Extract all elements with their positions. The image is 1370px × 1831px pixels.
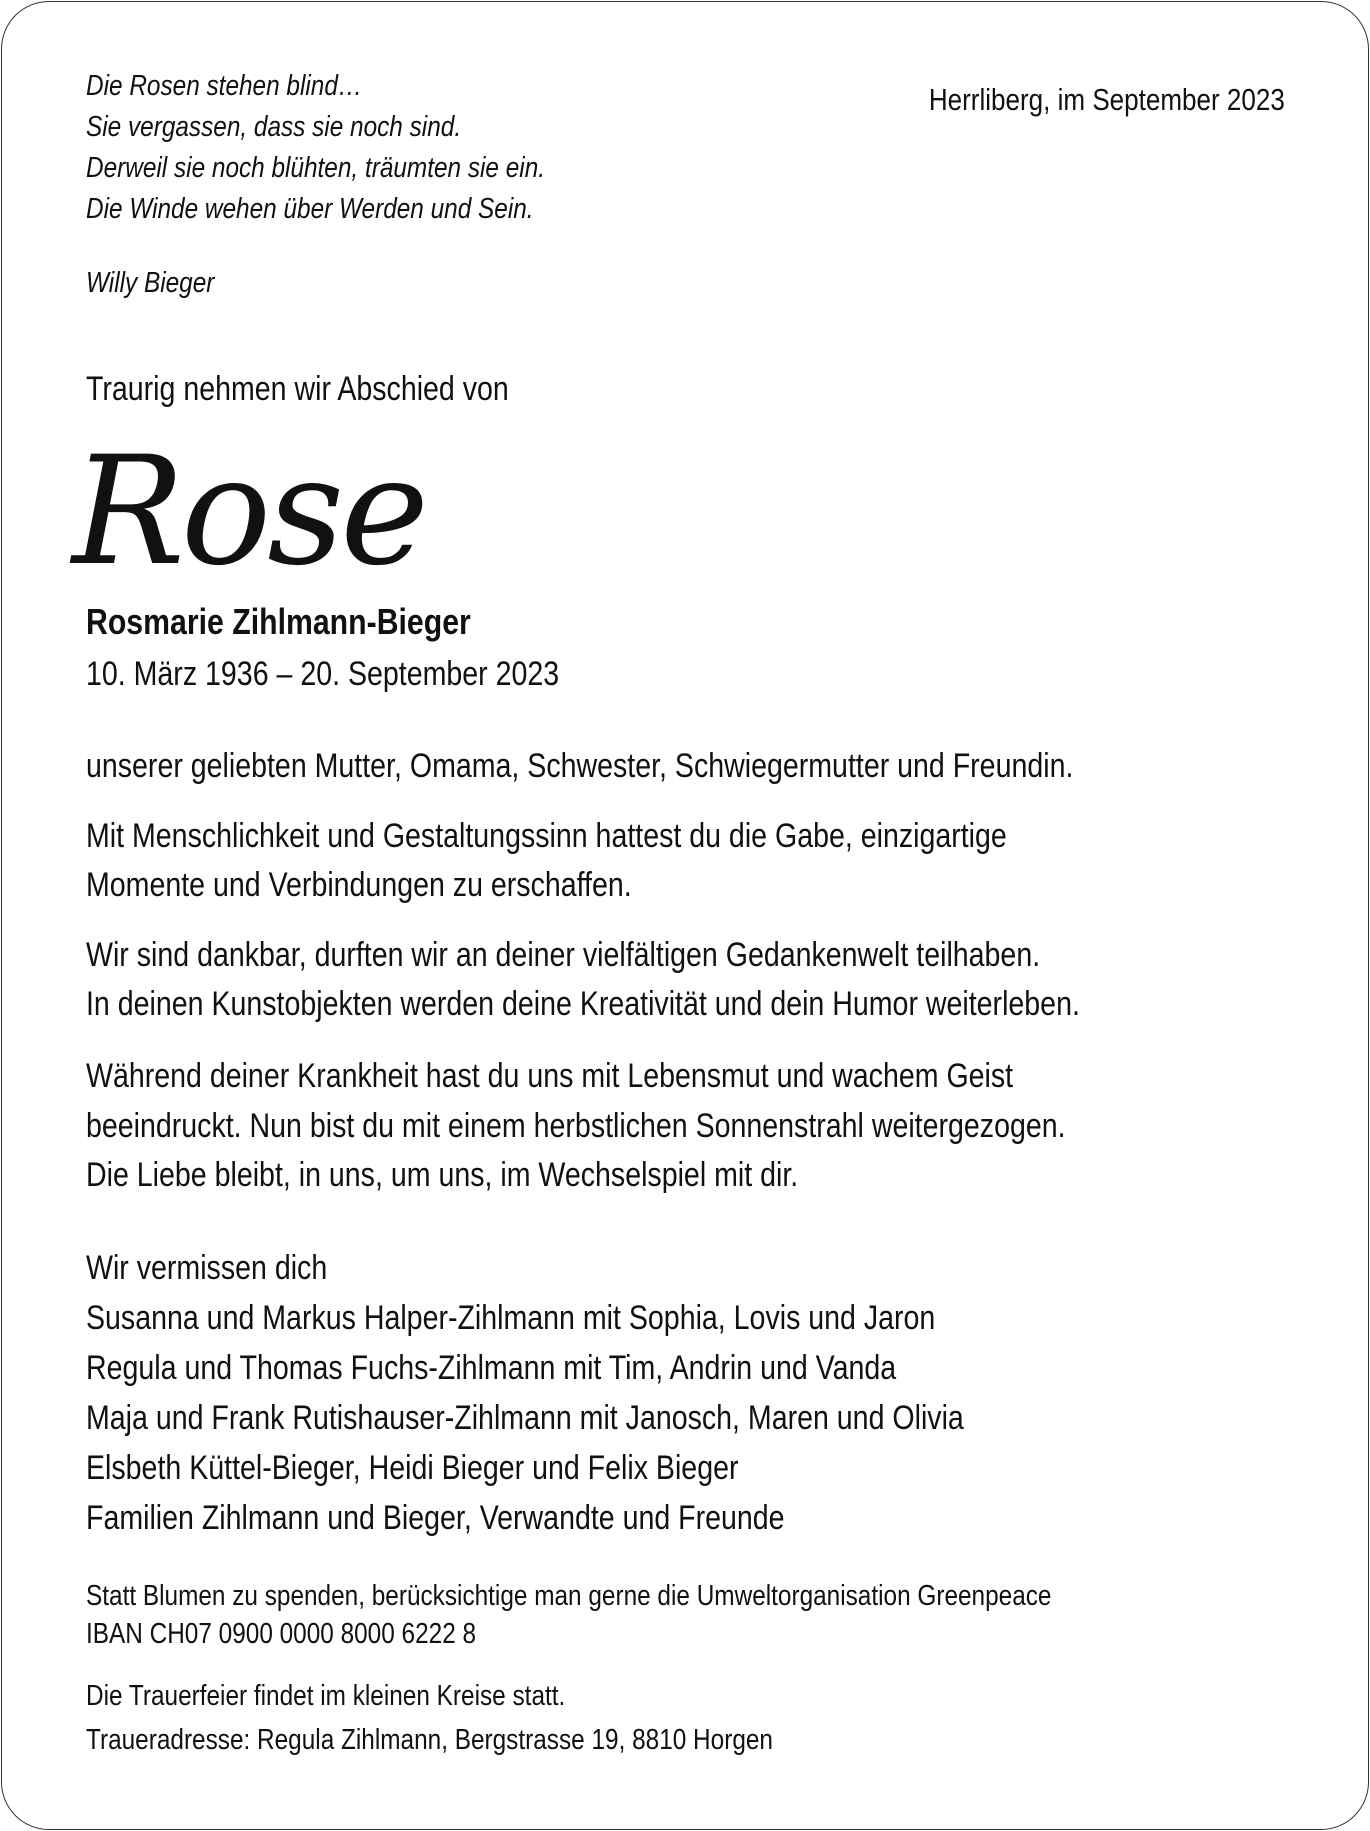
paragraph-line: Mit Menschlichkeit und Gestaltungssinn hattest du die Gabe, einzigartige xyxy=(86,817,1007,855)
paragraph-line: Wir sind dankbar, durften wir an deiner vielfältigen Gedankenwelt teilhaben. xyxy=(86,936,1041,974)
ceremony-address: Traueradresse: Regula Zihlmann, Bergstrasse 19, 8810 Horgen xyxy=(86,1724,773,1756)
paragraph-line: unserer geliebten Mutter, Omama, Schwester, Schwiegermutter und Freundin. xyxy=(86,747,1074,785)
nickname-script: Rose xyxy=(72,425,425,599)
poem-line: Derweil sie noch blühten, träumten sie ein. xyxy=(86,152,546,184)
deceased-name: Rosmarie Zihlmann-Bieger xyxy=(86,601,471,642)
life-dates: 10. März 1936 – 20. September 2023 xyxy=(86,655,560,693)
mourner-line: Elsbeth Küttel-Bieger, Heidi Bieger und Felix Bieger xyxy=(86,1449,739,1487)
mourner-line: Maja und Frank Rutishauser-Zihlmann mit Janosch, Maren und Olivia xyxy=(86,1399,964,1437)
ceremony-text: Die Trauerfeier findet im kleinen Kreise statt. xyxy=(86,1680,566,1712)
paragraph-line: Während deiner Krankheit hast du uns mit Lebensmut und wachem Geist xyxy=(86,1057,1014,1095)
mourner-line: Susanna und Markus Halper-Zihlmann mit Sophia, Lovis und Jaron xyxy=(86,1299,936,1337)
paragraph-line: In deinen Kunstobjekten werden deine Kreativität und dein Humor weiterleben. xyxy=(86,985,1080,1023)
intro-text: Traurig nehmen wir Abschied von xyxy=(86,370,509,408)
place-date: Herrliberg, im September 2023 xyxy=(928,82,1285,117)
poem-line: Die Winde wehen über Werden und Sein. xyxy=(86,193,534,225)
donation-text: Statt Blumen zu spenden, berücksichtige man gerne die Umweltorganisation Greenpeace xyxy=(86,1580,1052,1612)
obituary-card xyxy=(1,1,1369,1830)
paragraph-line: beeindruckt. Nun bist du mit einem herbstlichen Sonnenstrahl weitergezogen. xyxy=(86,1107,1066,1145)
poem-line: Sie vergassen, dass sie noch sind. xyxy=(86,111,462,143)
poem-line: Die Rosen stehen blind… xyxy=(86,70,363,102)
paragraph-line: Momente und Verbindungen zu erschaffen. xyxy=(86,866,632,904)
mourner-line: Regula und Thomas Fuchs-Zihlmann mit Tim, Andrin und Vanda xyxy=(86,1349,897,1387)
donation-iban: IBAN CH07 0900 0000 8000 6222 8 xyxy=(86,1618,477,1650)
paragraph-line: Die Liebe bleibt, in uns, um uns, im Wechselspiel mit dir. xyxy=(86,1156,799,1194)
mourner-line: Familien Zihlmann und Bieger, Verwandte und Freunde xyxy=(86,1499,785,1537)
poem-author: Willy Bieger xyxy=(86,267,215,299)
mourners-heading: Wir vermissen dich xyxy=(86,1249,328,1287)
